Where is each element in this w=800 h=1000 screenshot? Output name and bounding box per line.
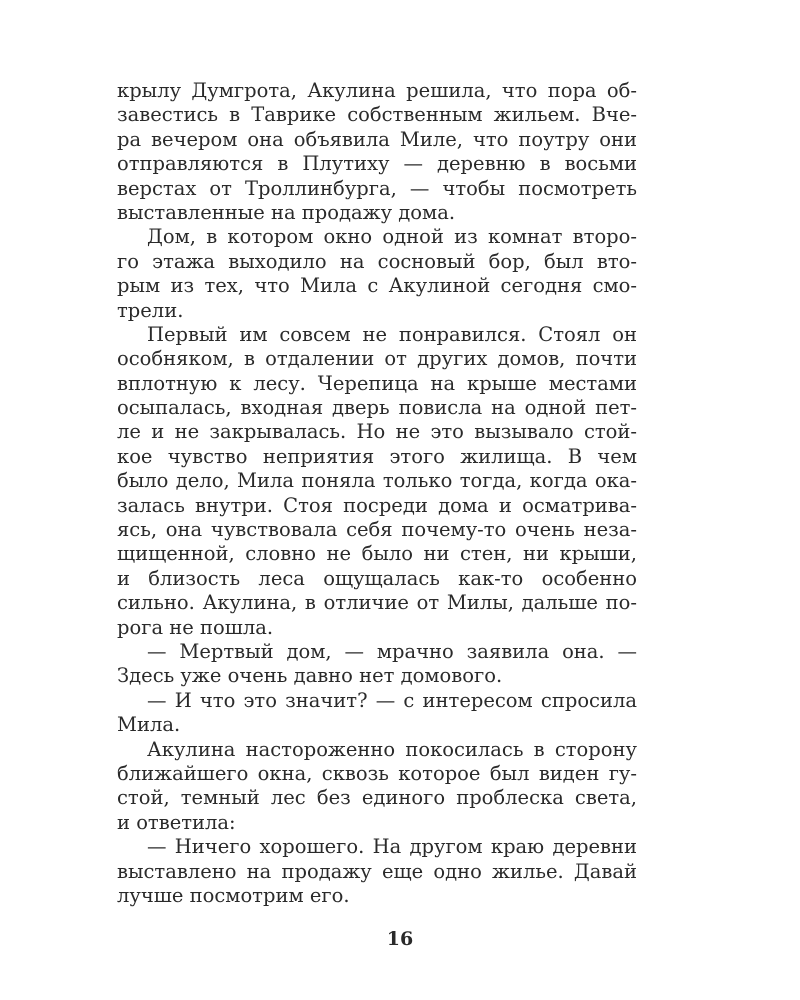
paragraph-4 (117, 640, 637, 689)
text-line: и ответила: (117, 810, 236, 834)
text-line: особняком, в отдалении от других домов, почти (117, 347, 637, 371)
body-text (117, 79, 637, 908)
paragraph-1 (117, 79, 637, 225)
paragraph-6 (117, 738, 637, 836)
text-line: — Ничего хорошего. На другом краю деревни (147, 835, 637, 859)
text-line: осыпалась, входная дверь повисла на одной пет- (117, 396, 637, 420)
paragraph-5 (117, 689, 637, 738)
text-line: Здесь уже очень давно нет домового. (117, 664, 503, 688)
text-line: вплотную к лесу. Черепица на крыше местами (117, 371, 637, 395)
text-line: щищенной, словно не было ни стен, ни крыши, (117, 542, 637, 566)
text-line: завестись в Таврике собственным жильем. Вче- (117, 103, 637, 127)
text-line: — Мертвый дом, — мрачно заявила она. — (147, 639, 637, 663)
text-line: — И что это значит? — с интересом спросила (147, 688, 637, 712)
paragraph-3 (117, 323, 637, 640)
text-line: верстах от Троллинбурга, — чтобы посмотреть (117, 176, 637, 200)
text-line: сильно. Акулина, в отличие от Милы, дальше по- (117, 591, 637, 615)
text-line: Акулина настороженно покосилась в сторону (147, 737, 637, 761)
text-line: трели. (117, 298, 184, 322)
paragraph-7 (117, 835, 637, 908)
text-line: стой, темный лес без единого проблеска света, (117, 786, 637, 810)
text-line: лучше посмотрим его. (117, 883, 350, 907)
text-line: ясь, она чувствовала себя почему-то очень неза- (117, 518, 637, 542)
text-line: крылу Думгрота, Акулина решила, что пора об- (117, 79, 637, 102)
text-line: Мила. (117, 713, 181, 737)
text-line: и близость леса ощущалась как-то особенно (117, 566, 637, 590)
text-line: ле и не закрывалась. Но не это вызывало стой- (117, 420, 637, 444)
text-line: Первый им совсем не понравился. Стоял он (147, 322, 637, 346)
text-line: го этажа выходило на сосновый бор, был вто- (117, 249, 637, 273)
page-number: 16 (386, 928, 414, 950)
text-line: рога не пошла. (117, 615, 274, 639)
text-line: выставленные на продажу дома. (117, 200, 456, 224)
paragraph-2 (117, 225, 637, 323)
text-line: рым из тех, что Мила с Акулиной сегодня смо- (117, 274, 637, 298)
text-line: ра вечером она объявила Миле, что поутру они (117, 127, 637, 151)
text-line: было дело, Мила поняла только тогда, когда ока- (117, 469, 637, 493)
text-line: ближайшего окна, сквозь которое был виден гу- (117, 761, 637, 785)
text-line: отправляются в Плутиху — деревню в восьми (117, 152, 637, 176)
text-line: Дом, в котором окно одной из комнат второ- (147, 225, 637, 249)
text-line: выставлено на продажу еще одно жилье. Давай (117, 859, 637, 883)
text-line: кое чувство неприятия этого жилища. В чем (117, 444, 637, 468)
text-line: залась внутри. Стоя посреди дома и осматрива- (117, 493, 637, 517)
